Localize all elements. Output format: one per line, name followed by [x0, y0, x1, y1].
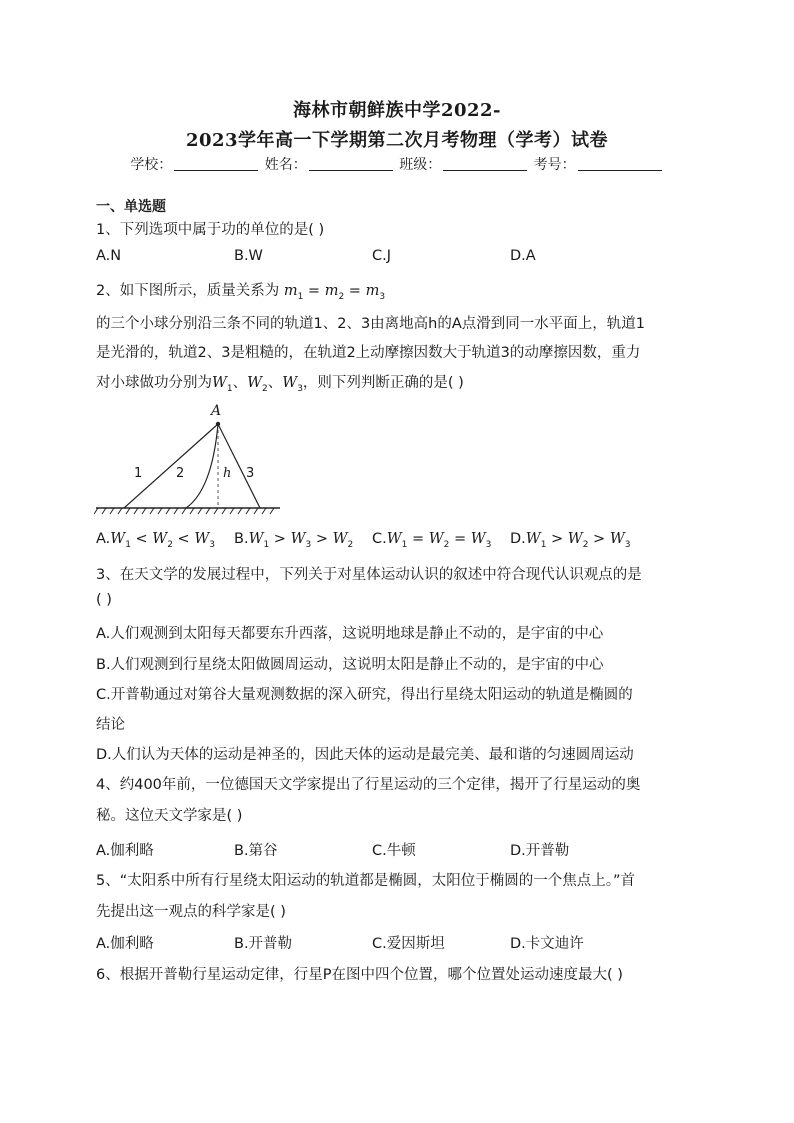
q3-option-d: D.人们认为天体的运动是神圣的，因此天体的运动是最完美、最和谐的匀速圆周运动 [96, 747, 634, 763]
q2-stem-line4-b: ，则下列判断正确的是( ) [302, 375, 464, 391]
q2-stem-text: 2、如下图所示，质量关系为 [96, 283, 280, 299]
q6-stem: 6、根据开普勒行星运动定律，行星P在图中四个位置，哪个位置处运动速度最大( ) [96, 967, 623, 983]
q5-option-d: D.卡文迪许 [510, 936, 584, 952]
label-height-h: h [223, 466, 232, 481]
q2-stem-line3: 是光滑的，轨道2、3是粗糙的，在轨道2上动摩擦因数大于轨道3的动摩擦因数，重力 [96, 345, 641, 361]
ground-hatching [94, 508, 274, 514]
q4-option-d: D.开普勒 [510, 843, 570, 859]
student-info-row [0, 154, 794, 174]
q3-stem-cont: ( ) [96, 592, 112, 608]
q3-stem: 3、在天文学的发展过程中，下列关于对星体运动认识的叙述中符合现代认识观点的是 [96, 567, 642, 583]
q4-option-a: A.伽利略 [96, 843, 154, 859]
label-track-3: 3 [246, 466, 255, 481]
q4-option-c: C.牛顿 [372, 843, 416, 859]
q1-option-c: C.J [372, 248, 392, 264]
tracks-diagram [94, 402, 284, 522]
label-track-2: 2 [176, 466, 185, 481]
q2-stem-line1 [96, 279, 385, 302]
q1-option-a: A.N [96, 248, 122, 264]
q2-option-b: $B.W_1 > W_3 > W_2$ [234, 531, 354, 550]
school-blank [174, 156, 258, 171]
q1-stem: 1、下列选项中属于功的单位的是( ) [96, 222, 325, 238]
q2-option-c: $C.W_1 = W_2 = W_3$ [372, 531, 492, 550]
q2-option-d: $D.W_1 > W_2 > W_3$ [510, 531, 631, 550]
q5-option-c: C.爱因斯坦 [372, 936, 445, 952]
q1-option-d: D.A [510, 248, 536, 264]
q4-stem: 4、约400年前，一位德国天文学家提出了行星运动的三个定律，揭开了行星运动的奥 [96, 777, 641, 793]
q4-stem-cont: 秘。这位天文学家是( ) [96, 808, 243, 824]
exam-title-line2: 2023学年高一下学期第二次月考物理（学考）试卷 [185, 130, 609, 151]
q3-option-c-line2: 结论 [96, 717, 125, 733]
q2-mass-relation: $m_1 = m_2 = m_3$ [283, 283, 386, 302]
point-a-dot [216, 422, 220, 426]
q2-work-symbols: $W_1$、$W_2$、$W_3$ [212, 375, 303, 394]
q5-stem-cont: 先提出这一观点的科学家是( ) [96, 904, 286, 920]
q2-stem-line4-a: 对小球做功分别为 [96, 375, 212, 391]
q3-option-c-line1: C.开普勒通过对第谷大量观测数据的深入研究，得出行星绕太阳运动的轨道是椭圆的 [96, 687, 633, 703]
q2-tracks-figure [94, 402, 284, 526]
q4-option-b: B.第谷 [234, 843, 278, 859]
school-label: 学校： [130, 157, 173, 173]
q5-option-a: A.伽利略 [96, 936, 154, 952]
class-label: 班级： [399, 157, 442, 173]
track-2 [186, 424, 218, 508]
number-label: 考号： [533, 157, 576, 173]
exam-title-line1: 海林市朝鲜族中学2022- [292, 100, 502, 121]
q5-stem: 5、“太阳系中所有行星绕太阳运动的轨道都是椭圆，太阳位于椭圆的一个焦点上。”首 [96, 873, 635, 889]
q5-option-b: B.开普勒 [234, 936, 293, 952]
name-blank [309, 156, 393, 171]
q3-option-b: B.人们观测到行星绕太阳做圆周运动，这说明太阳是静止不动的，是宇宙的中心 [96, 657, 604, 673]
q2-stem-line4 [96, 371, 464, 394]
number-blank [578, 156, 662, 171]
q2-option-a: $A.W_1 < W_2 < W_3$ [96, 531, 215, 550]
section-heading: 一、单选题 [96, 199, 166, 215]
q2-stem-line2: 的三个小球分别沿三条不同的轨道1、2、3由离地高h的A点滑到同一水平面上，轨道1 [96, 316, 646, 332]
q3-option-a: A.人们观测到太阳每天都要东升西落，这说明地球是静止不动的，是宇宙的中心 [96, 626, 604, 642]
class-blank [443, 156, 527, 171]
label-point-a: A [211, 403, 222, 419]
name-label: 姓名： [264, 157, 307, 173]
label-track-1: 1 [134, 466, 143, 481]
q1-option-b: B.W [234, 248, 263, 264]
